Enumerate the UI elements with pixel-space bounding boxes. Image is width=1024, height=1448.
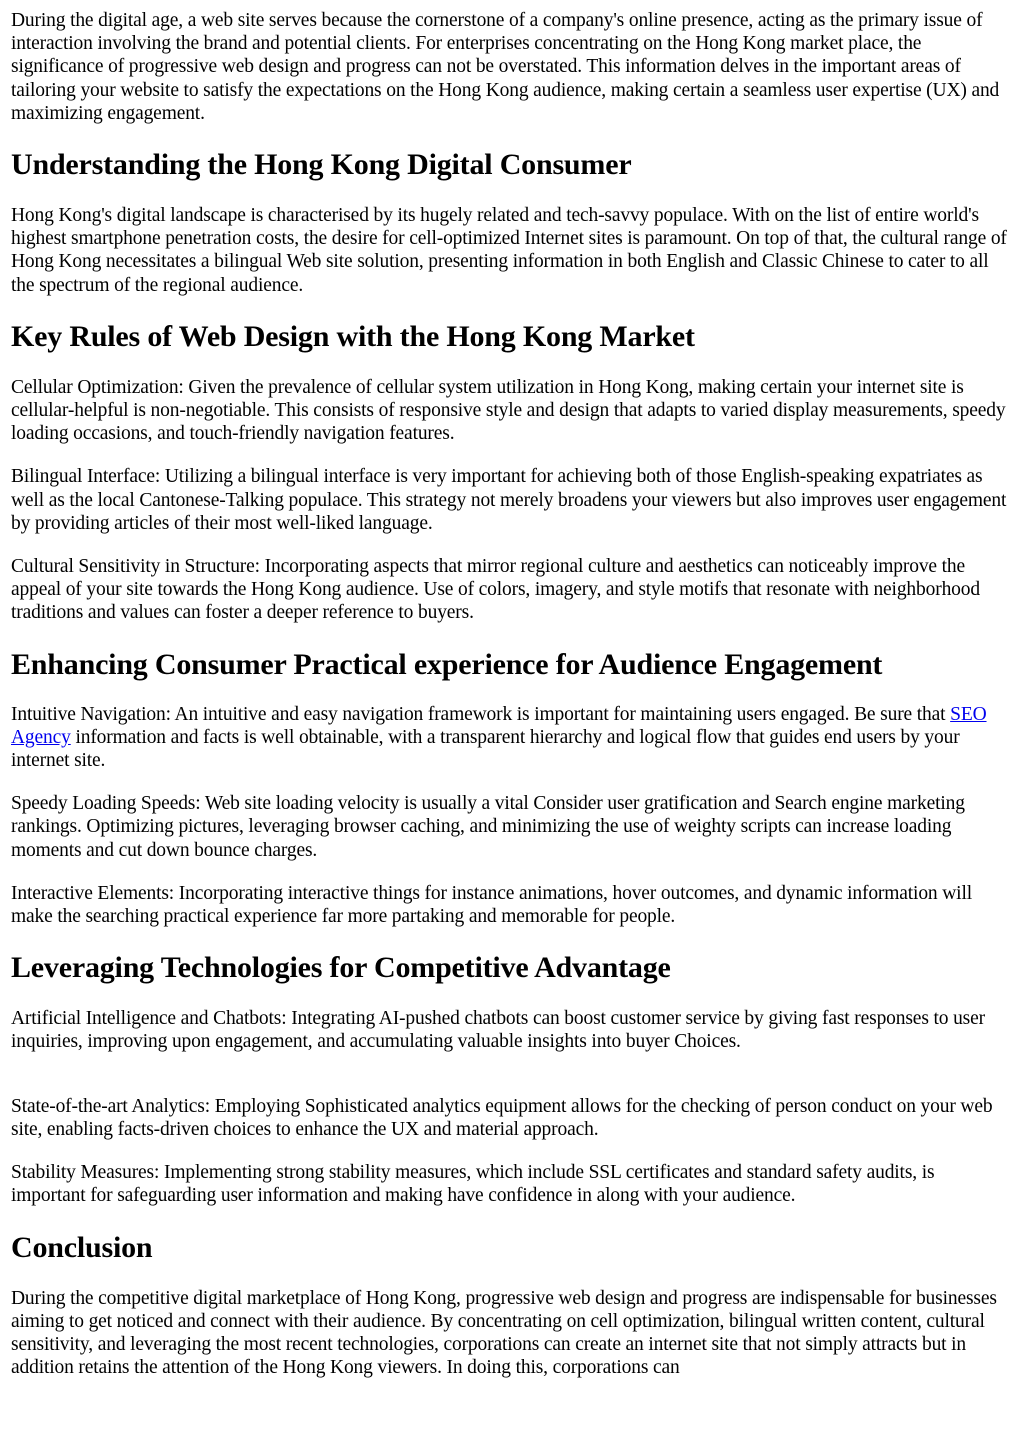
- paragraph-cultural-sensitivity: Cultural Sensitivity in Structure: Incorporating aspects that mirror regional culture and aesthetics can noticeably improve the appeal of your site towards the Hong Kong audience. Use of colors, imagery, and style motifs that resonate with neighborhood traditions and values can foster a deeper reference to buyers.: [11, 556, 980, 624]
- paragraph-conclusion: During the competitive digital marketplace of Hong Kong, progressive web design and progress are indispensable for businesses aiming to get noticed and connect with their audience. By concentrating on cell optimization, bilingual written content, cultural sensitivity, and leveraging the most recent technologies, corporations can create an internet site that not simply attracts but in addition retains the attention of the Hong Kong viewers. In doing this, corporations can: [11, 1287, 997, 1379]
- heading-understanding-consumer: Understanding the Hong Kong Digital Consumer: [11, 148, 632, 182]
- paragraph-digital-landscape: Hong Kong's digital landscape is characterised by its hugely related and tech-savvy populace. With on the list of entire world's highest smartphone penetration costs, the desire for cell-optimized Internet sites is paramount. On top of that, the cultural range of Hong Kong necessitates a bilingual Web site solution, presenting information in both English and Classic Chinese to cater to all the spectrum of the regional audience.: [11, 205, 1007, 296]
- navigation-text-after: information and facts is well obtainable, with a transparent hierarchy and logical flow that guides end users by your internet site.: [11, 726, 960, 772]
- navigation-text-before: Intuitive Navigation: An intuitive and easy navigation framework is important for maintaining users engaged. Be sure that: [11, 703, 951, 725]
- heading-leveraging-technologies: Leveraging Technologies for Competitive Advantage: [11, 951, 671, 985]
- paragraph-intuitive-navigation: [11, 703, 1013, 773]
- seo-agency-link[interactable]: SEO Agency: [11, 703, 987, 748]
- paragraph-cellular-optimization: Cellular Optimization: Given the prevalence of cellular system utilization in Hong Kong, making certain your internet site is cellular-helpful is non-negotiable. This consists of responsive style and design that adapts to varied display measurements, speedy loading occasions, and touch-friendly navigation features.: [11, 376, 1006, 445]
- heading-enhancing-experience: Enhancing Consumer Practical experience for Audience Engagement: [11, 647, 883, 681]
- paragraph-bilingual-interface: Bilingual Interface: Utilizing a bilingual interface is very important for achieving both of those English-speaking expatriates as well as the local Cantonese-Talking populace. This strategy not merely broadens your viewers but also improves user engagement by providing articles of their most well-liked language.: [11, 466, 1007, 534]
- paragraph-loading-speeds: Speedy Loading Speeds: Web site loading velocity is usually a vital Consider user gratification and Search engine marketing rankings. Optimizing pictures, leveraging browser caching, and minimizing the use of weighty scripts can increase loading moments and cut down bounce charges.: [11, 793, 965, 861]
- paragraph-analytics: State-of-the-art Analytics: Employing Sophisticated analytics equipment allows for the checking of person conduct on your web site, enabling facts-driven choices to enhance the UX and material approach.: [11, 1095, 993, 1140]
- heading-conclusion: Conclusion: [11, 1230, 153, 1264]
- intro-paragraph: During the digital age, a web site serves because the cornerstone of a company's online presence, acting as the primary issue of interaction involving the brand and potential clients. For enterprises concentrating on the Hong Kong market place, the significance of progressive web design and progress can not be overstated. This information delves in the important areas of tailoring your website to satisfy the expectations on the Hong Kong audience, making certain a seamless user expertise (UX) and maximizing engagement.: [11, 10, 1000, 124]
- paragraph-stability-measures: Stability Measures: Implementing strong stability measures, which include SSL certificates and standard safety audits, is important for safeguarding user information and making have confidence in along with your audience.: [11, 1162, 935, 1207]
- paragraph-ai-chatbots: Artificial Intelligence and Chatbots: Integrating AI-pushed chatbots can boost customer service by giving fast responses to user inquiries, improving upon engagement, and accumulating valuable insights into buyer Choices.: [11, 1008, 985, 1053]
- paragraph-interactive-elements: Interactive Elements: Incorporating interactive things for instance animations, hover outcomes, and dynamic information will make the searching practical experience far more partaking and memorable for people.: [11, 882, 972, 928]
- heading-key-rules: Key Rules of Web Design with the Hong Kong Market: [11, 319, 695, 353]
